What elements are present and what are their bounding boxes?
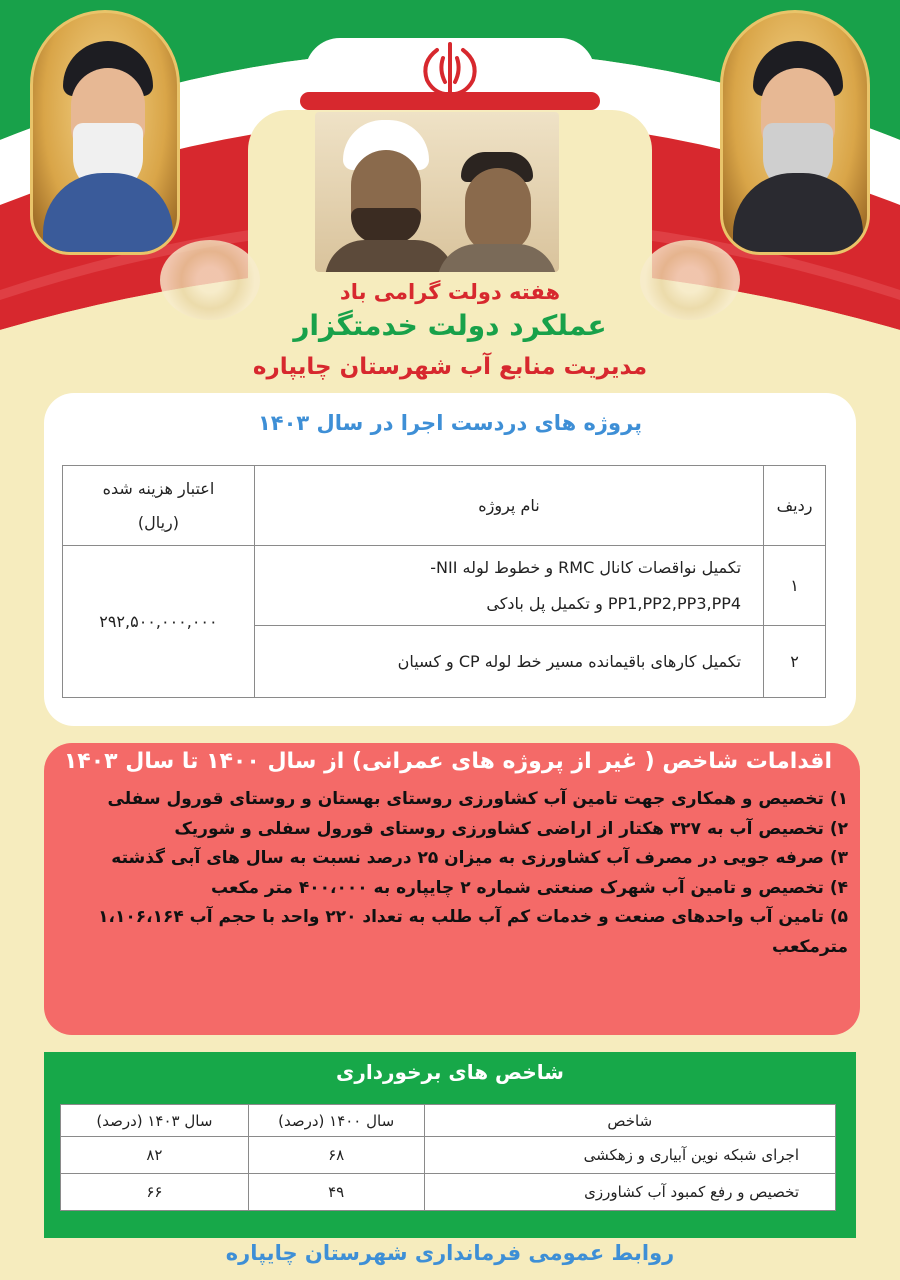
portrait-right xyxy=(720,10,870,255)
header-cost xyxy=(63,466,255,546)
header-project-name: نام پروژه xyxy=(254,466,763,546)
actions-list xyxy=(58,785,848,962)
indicator-name: تخصیص و رفع کمبود آب کشاورزی xyxy=(424,1174,835,1211)
table-row xyxy=(63,546,826,626)
header-row-num: ردیف xyxy=(764,466,826,546)
projects-table xyxy=(62,465,826,698)
header-indicator: شاخص xyxy=(424,1105,835,1137)
header-cost-unit: (ریال) xyxy=(137,512,180,532)
value-1400: ۶۸ xyxy=(248,1137,424,1174)
value-1403: ۸۲ xyxy=(61,1137,249,1174)
table-header-row xyxy=(63,466,826,546)
projects-title: پروژه های دردست اجرا در سال ۱۴۰۳ xyxy=(257,411,643,435)
martyrs-photo xyxy=(315,112,559,272)
list-item: ۵) تامین آب واحدهای صنعت و خدمات کم آب طلب به تعداد ۲۲۰ واحد با حجم آب ۱،۱۰۶،۱۶۴ مترمکعب xyxy=(98,907,848,957)
header-line-3: مدیریت منابع آب شهرستان چایپاره xyxy=(252,354,648,380)
row-num: ۱ xyxy=(764,546,826,626)
list-item: ۲) تخصیص آب به ۳۲۷ هکتار از اراضی کشاورزی روستای قورول سفلی و شوریک xyxy=(174,818,848,839)
value-1400: ۴۹ xyxy=(248,1174,424,1211)
table-header-row xyxy=(61,1105,836,1137)
header-line-1: هفته دولت گرامی باد xyxy=(339,280,561,304)
total-cost: ۲۹۲,۵۰۰,۰۰۰,۰۰۰ xyxy=(63,546,255,698)
list-item: ۱) تخصیص و همکاری جهت تامین آب کشاورزی روستای بهستان و روستای قورول سفلی xyxy=(107,789,848,809)
row-num: ۲ xyxy=(764,626,826,698)
header-year-1400: سال ۱۴۰۰ (درصد) xyxy=(248,1105,424,1137)
header-line-2: عملکرد دولت خدمتگزار xyxy=(293,309,607,342)
header-cost-label: اعتبار هزینه شده xyxy=(102,478,215,498)
actions-title: اقدامات شاخص ( غیر از پروژه های عمرانی) از سال ۱۴۰۰ تا سال ۱۴۰۳ xyxy=(63,749,832,774)
indicator-name: اجرای شبکه نوین آبیاری و زهکشی xyxy=(424,1137,835,1174)
list-item: ۴) تخصیص و تامین آب شهرک صنعتی شماره ۲ چایپاره به ۴۰۰،۰۰۰ متر مکعب xyxy=(210,877,848,898)
indicators-title: شاخص های برخورداری xyxy=(336,1060,564,1084)
table-row xyxy=(61,1174,836,1211)
footer-credit: روابط عمومی فرمانداری شهرستان چایپاره xyxy=(225,1241,675,1265)
actions-box xyxy=(44,743,860,1035)
project-name xyxy=(254,546,763,626)
indicators-box xyxy=(44,1052,856,1238)
header-year-1403: سال ۱۴۰۳ (درصد) xyxy=(61,1105,249,1137)
project-name-line: تکمیل نواقصات کانال RMC و خطوط لوله NII- xyxy=(430,557,742,577)
project-name-line: PP1,PP2,PP3,PP4 و تکمیل پل بادکی xyxy=(486,593,742,613)
project-name: تکمیل کارهای باقیمانده مسیر خط لوله CP و کسیان xyxy=(254,626,763,698)
indicators-table xyxy=(60,1104,836,1211)
value-1403: ۶۶ xyxy=(61,1174,249,1211)
projects-card xyxy=(44,393,856,726)
flag-red-bar xyxy=(300,92,600,110)
portrait-left xyxy=(30,10,180,255)
list-item: ۳) صرفه جویی در مصرف آب کشاورزی به میزان ۲۵ درصد نسبت به سال های آبی گذشته xyxy=(111,848,848,868)
table-row xyxy=(61,1137,836,1174)
